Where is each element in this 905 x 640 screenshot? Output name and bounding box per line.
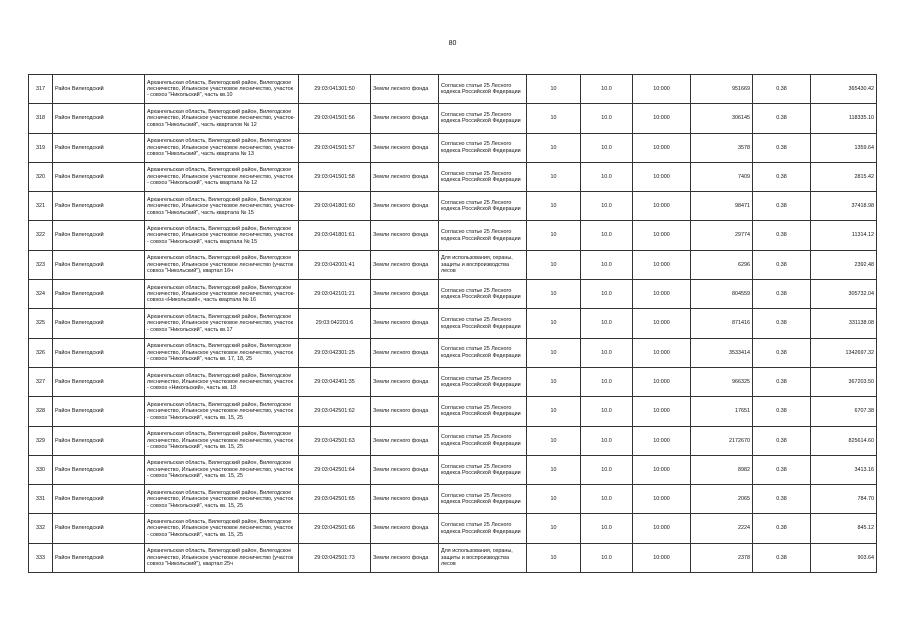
rate-cell: 0.38 [753,250,811,279]
cadastral-number-cell: 29:03:041501:57 [299,133,371,162]
sum-cell: 367203.50 [811,367,877,396]
land-category-cell: Земли лесного фонда [371,455,439,484]
land-category-cell: Земли лесного фонда [371,221,439,250]
address-cell [145,514,299,543]
permitted-use-cell: Согласно статье 25 Лесного кодекса Российской Федерации [439,367,527,396]
permitted-use-cell: Для использования, охраны, защиты и воспроизводства лесов [439,543,527,572]
cadastral-number-cell: 29:03:042501:64 [299,455,371,484]
land-register-table [28,74,877,573]
value-3-cell: 10:000 [633,192,691,221]
cadastral-number-cell: 29:03:041501:56 [299,104,371,133]
address-text: Архангельская область, Вилегодский район, Вилегодское лесничество, Ильинское участковое лесничество, участок - совхоз "Никольский", часть кв.17 [147,313,293,333]
value-2-cell: 10.0 [581,280,633,309]
table-row [29,426,877,455]
sum-cell: 1359.64 [811,133,877,162]
sum-cell: 845.12 [811,514,877,543]
address-text: Архангельская область, Вилегодский район, Вилегодское лесничество, Ильинское участковое лесничество, участок - совхоз "Никольский", часть кв. 15, 25 [147,518,293,538]
row-number: 321 [29,192,53,221]
table-row [29,250,877,279]
cadastral-number-cell: 29:03:042101:21 [299,280,371,309]
value-3-cell: 10:000 [633,250,691,279]
district-cell: Район Вилегодский [53,104,145,133]
value-2-cell: 10.0 [581,338,633,367]
row-number: 325 [29,309,53,338]
value-1-cell: 10 [527,221,581,250]
cadastral-number-cell: 29:03:042501:73 [299,543,371,572]
value-1-cell: 10 [527,309,581,338]
value-2-cell: 10.0 [581,192,633,221]
land-category-cell: Земли лесного фонда [371,543,439,572]
value-1-cell: 10 [527,280,581,309]
rate-cell: 0.38 [753,75,811,104]
sum-cell: 305732.04 [811,280,877,309]
land-category-cell: Земли лесного фонда [371,192,439,221]
sum-cell: 1342697.32 [811,338,877,367]
row-number: 317 [29,75,53,104]
value-3-cell: 10:000 [633,426,691,455]
value-2-cell: 10.0 [581,397,633,426]
district-cell: Район Вилегодский [53,221,145,250]
area-cell: 29774 [691,221,753,250]
sum-cell: 37418.98 [811,192,877,221]
value-1-cell: 10 [527,514,581,543]
area-cell: 8982 [691,455,753,484]
sum-cell: 331138.08 [811,309,877,338]
value-2-cell: 10.0 [581,309,633,338]
rate-cell: 0.38 [753,543,811,572]
value-1-cell: 10 [527,104,581,133]
address-text: Архангельская область, Вилегодский район, Вилегодское лесничество, Ильинское участковое лесничество, участок - совхоз "Никольский", часть кв.10 [147,79,293,99]
value-1-cell: 10 [527,397,581,426]
permitted-use-cell: Согласно статье 25 Лесного кодекса Российской Федерации [439,485,527,514]
address-cell [145,367,299,396]
address-text: Архангельская область, Вилегодский район, Вилегодское лесничество, Ильинское участковое лесничество, участок - совхоз "Никольский", часть кв. 15, 25 [147,431,293,450]
value-1-cell: 10 [527,485,581,514]
value-2-cell: 10.0 [581,367,633,396]
address-text: Архангельская область, Вилегодский район, Вилегодское лесничество, Ильинское участковое лесничество, участок - совхоз "Никольский", часть кв. 15, 25 [147,489,293,509]
land-category-cell: Земли лесного фонда [371,280,439,309]
value-3-cell: 10:000 [633,514,691,543]
row-number: 319 [29,133,53,162]
row-number: 326 [29,338,53,367]
value-3-cell: 10:000 [633,455,691,484]
table-row [29,192,877,221]
district-cell: Район Вилегодский [53,75,145,104]
address-cell [145,250,299,279]
value-3-cell: 10:000 [633,133,691,162]
address-cell [145,455,299,484]
row-number: 333 [29,543,53,572]
address-text: Архангельская область, Вилегодский район, Вилегодское лесничество, Ильинское участковое лесничество (участок совхоз "Никольский"), квартал 16ч [147,255,294,275]
address-cell [145,309,299,338]
address-text: Архангельская область, Вилегодский район, Вилегодское лесничество, Ильинское участковое лесничество, участок- совхоз «Никольский», часть квартала № 16 [147,284,295,304]
value-1-cell: 10 [527,455,581,484]
address-text: Архангельская область, Вилегодский район, Вилегодское лесничество, Ильинское участковое лесничество, участок - совхоз «Никольский», часть кв. 18 [147,372,293,392]
value-1-cell: 10 [527,338,581,367]
value-2-cell: 10.0 [581,104,633,133]
land-category-cell: Земли лесного фонда [371,514,439,543]
rate-cell: 0.38 [753,338,811,367]
land-category-cell: Земли лесного фонда [371,397,439,426]
value-1-cell: 10 [527,426,581,455]
area-cell: 3578 [691,133,753,162]
area-cell: 2172670 [691,426,753,455]
permitted-use-cell: Согласно статье 25 Лесного кодекса Российской Федерации [439,133,527,162]
cadastral-number-cell: 29:03:041801:60 [299,192,371,221]
table-row [29,338,877,367]
table-row [29,309,877,338]
page-number: 80 [448,40,457,47]
address-text: Архангельская область, Вилегодский район, Вилегодское лесничество, Ильинское участковое лесничество, участок - совхоз "Никольский", часть кв. 17, 18, 25 [147,343,293,363]
row-number: 327 [29,367,53,396]
table-row [29,455,877,484]
value-1-cell: 10 [527,192,581,221]
cadastral-number-cell: 29:03:042501:63 [299,426,371,455]
table-body [29,75,877,573]
permitted-use-cell: Согласно статье 25 Лесного кодекса Российской Федерации [439,309,527,338]
address-cell [145,338,299,367]
value-2-cell: 10.0 [581,543,633,572]
value-2-cell: 10.0 [581,133,633,162]
land-category-cell: Земли лесного фонда [371,367,439,396]
cadastral-number-cell: 29:03:041301:50 [299,75,371,104]
value-2-cell: 10.0 [581,75,633,104]
row-number: 323 [29,250,53,279]
land-category-cell: Земли лесного фонда [371,309,439,338]
address-cell [145,75,299,104]
district-cell: Район Вилегодский [53,309,145,338]
value-3-cell: 10:000 [633,104,691,133]
table-row [29,221,877,250]
permitted-use-cell: Согласно статье 25 Лесного кодекса Российской Федерации [439,338,527,367]
rate-cell: 0.38 [753,309,811,338]
rate-cell: 0.38 [753,104,811,133]
sum-cell: 365430.42 [811,75,877,104]
cadastral-number-cell: 29:03:042301:25 [299,338,371,367]
rate-cell: 0.38 [753,514,811,543]
value-2-cell: 10.0 [581,455,633,484]
address-text: Архангельская область, Вилегодский район, Вилегодское лесничество, Ильинское участковое лесничество, участок- совхоз "Никольский", часть квартала № 15 [147,196,295,216]
rate-cell: 0.38 [753,192,811,221]
table-row [29,367,877,396]
row-number: 328 [29,397,53,426]
value-1-cell: 10 [527,162,581,191]
value-1-cell: 10 [527,367,581,396]
permitted-use-cell: Согласно статье 25 Лесного кодекса Российской Федерации [439,192,527,221]
address-text: Архангельская область, Вилегодский район, Вилегодское лесничество, Ильинское участковое лесничество, участок - совхоз "Никольский", часть квартала № 12 [147,167,293,187]
table-row [29,514,877,543]
address-text: Архангельская область, Вилегодский район, Вилегодское лесничество, Ильинское участковое лесничество (участок совхоз "Никольский"), квартал 25ч [147,548,294,568]
permitted-use-cell: Для использования, охраны, защиты и воспроизводства лесов [439,250,527,279]
district-cell: Район Вилегодский [53,455,145,484]
table-row [29,162,877,191]
sum-cell: 118335.10 [811,104,877,133]
table-row [29,104,877,133]
address-cell [145,162,299,191]
cadastral-number-cell: 29:03:042501:65 [299,485,371,514]
sum-cell: 903.64 [811,543,877,572]
permitted-use-cell: Согласно статье 25 Лесного кодекса Российской Федерации [439,162,527,191]
rate-cell: 0.38 [753,280,811,309]
value-2-cell: 10.0 [581,426,633,455]
cadastral-number-cell: 29:03:041501:58 [299,162,371,191]
area-cell: 2224 [691,514,753,543]
permitted-use-cell: Согласно статье 25 Лесного кодекса Российской Федерации [439,397,527,426]
value-3-cell: 10:000 [633,280,691,309]
value-3-cell: 10:000 [633,309,691,338]
cadastral-number-cell: 29:03:041801:61 [299,221,371,250]
value-3-cell: 10:000 [633,485,691,514]
permitted-use-cell: Согласно статье 25 Лесного кодекса Российской Федерации [439,426,527,455]
row-number: 329 [29,426,53,455]
rate-cell: 0.38 [753,162,811,191]
value-2-cell: 10.0 [581,485,633,514]
land-category-cell: Земли лесного фонда [371,162,439,191]
address-text: Архангельская область, Вилегодский район, Вилегодское лесничество, Ильинское участковое лесничество, участок - совхоз "Никольский", часть кв. 15, 25 [147,460,293,480]
value-2-cell: 10.0 [581,162,633,191]
row-number: 332 [29,514,53,543]
rate-cell: 0.38 [753,485,811,514]
value-3-cell: 10:000 [633,367,691,396]
district-cell: Район Вилегодский [53,280,145,309]
cadastral-number-cell: 29:03:042001:41 [299,250,371,279]
cadastral-number-cell: 29:03:042401:35 [299,367,371,396]
area-cell: 951669 [691,75,753,104]
address-text: Архангельская область, Вилегодский район, Вилегодское лесничество, Ильинское участковое лесничество, участок - совхоз "Никольский", часть кв. 15, 25 [147,401,293,421]
land-category-cell: Земли лесного фонда [371,250,439,279]
district-cell: Район Вилегодский [53,162,145,191]
sum-cell: 784.70 [811,485,877,514]
district-cell: Район Вилегодский [53,543,145,572]
row-number: 320 [29,162,53,191]
value-3-cell: 10:000 [633,221,691,250]
permitted-use-cell: Согласно статье 25 Лесного кодекса Российской Федерации [439,104,527,133]
cadastral-number-cell: 29:03:042201:6 [299,309,371,338]
area-cell: 7409 [691,162,753,191]
land-category-cell: Земли лесного фонда [371,75,439,104]
area-cell: 306145 [691,104,753,133]
district-cell: Район Вилегодский [53,397,145,426]
sum-cell: 2815.42 [811,162,877,191]
rate-cell: 0.38 [753,221,811,250]
value-3-cell: 10:000 [633,338,691,367]
value-1-cell: 10 [527,543,581,572]
row-number: 330 [29,455,53,484]
value-2-cell: 10.0 [581,221,633,250]
district-cell: Район Вилегодский [53,426,145,455]
sum-cell: 6707.38 [811,397,877,426]
district-cell: Район Вилегодский [53,338,145,367]
address-cell [145,221,299,250]
table-row [29,397,877,426]
value-1-cell: 10 [527,75,581,104]
value-1-cell: 10 [527,250,581,279]
area-cell: 2065 [691,485,753,514]
value-2-cell: 10.0 [581,514,633,543]
row-number: 318 [29,104,53,133]
land-category-cell: Земли лесного фонда [371,485,439,514]
area-cell: 17651 [691,397,753,426]
table-row [29,280,877,309]
area-cell: 871416 [691,309,753,338]
rate-cell: 0.38 [753,367,811,396]
sum-cell: 2392.48 [811,250,877,279]
cadastral-number-cell: 29:03:042501:66 [299,514,371,543]
rate-cell: 0.38 [753,426,811,455]
district-cell: Район Вилегодский [53,485,145,514]
land-category-cell: Земли лесного фонда [371,104,439,133]
area-cell: 2378 [691,543,753,572]
address-text: Архангельская область, Вилегодский район, Вилегодское лесничество, Ильинское участковое лесничество, участок - совхоз "Никольский", часть квартала № 15 [147,226,293,245]
land-category-cell: Земли лесного фонда [371,133,439,162]
address-text: Архангельская область, Вилегодский район, Вилегодское лесничество, Ильинское участковое лесничество, участок- совхоз "Никольский", часть кварталов № 12 [147,108,295,128]
land-category-cell: Земли лесного фонда [371,426,439,455]
rate-cell: 0.38 [753,455,811,484]
area-cell: 6296 [691,250,753,279]
value-3-cell: 10:000 [633,75,691,104]
permitted-use-cell: Согласно статье 25 Лесного кодекса Российской Федерации [439,455,527,484]
address-cell [145,192,299,221]
address-cell [145,280,299,309]
address-cell [145,104,299,133]
district-cell: Район Вилегодский [53,133,145,162]
table-row [29,133,877,162]
cadastral-number-cell: 29:03:042501:62 [299,397,371,426]
area-cell: 98471 [691,192,753,221]
address-text: Архангельская область, Вилегодский район, Вилегодское лесничество, Ильинское участковое лесничество, участок- совхоз "Никольский", часть квартала № 13 [147,138,295,157]
sum-cell: 825614.60 [811,426,877,455]
land-category-cell: Земли лесного фонда [371,338,439,367]
rate-cell: 0.38 [753,133,811,162]
sum-cell: 11314.12 [811,221,877,250]
permitted-use-cell: Согласно статье 25 Лесного кодекса Российской Федерации [439,514,527,543]
value-3-cell: 10:000 [633,543,691,572]
permitted-use-cell: Согласно статье 25 Лесного кодекса Российской Федерации [439,221,527,250]
table-row [29,75,877,104]
permitted-use-cell: Согласно статье 25 Лесного кодекса Российской Федерации [439,75,527,104]
area-cell: 3533414 [691,338,753,367]
rate-cell: 0.38 [753,397,811,426]
area-cell: 804559 [691,280,753,309]
district-cell: Район Вилегодский [53,250,145,279]
value-3-cell: 10:000 [633,397,691,426]
row-number: 322 [29,221,53,250]
address-cell [145,133,299,162]
permitted-use-cell: Согласно статье 25 Лесного кодекса Российской Федерации [439,280,527,309]
area-cell: 966325 [691,367,753,396]
value-1-cell: 10 [527,133,581,162]
address-cell [145,485,299,514]
address-cell [145,543,299,572]
value-2-cell: 10.0 [581,250,633,279]
sum-cell: 3413.16 [811,455,877,484]
district-cell: Район Вилегодский [53,367,145,396]
address-cell [145,426,299,455]
value-3-cell: 10:000 [633,162,691,191]
address-cell [145,397,299,426]
district-cell: Район Вилегодский [53,514,145,543]
district-cell: Район Вилегодский [53,192,145,221]
row-number: 331 [29,485,53,514]
table-row [29,485,877,514]
row-number: 324 [29,280,53,309]
table-row [29,543,877,572]
